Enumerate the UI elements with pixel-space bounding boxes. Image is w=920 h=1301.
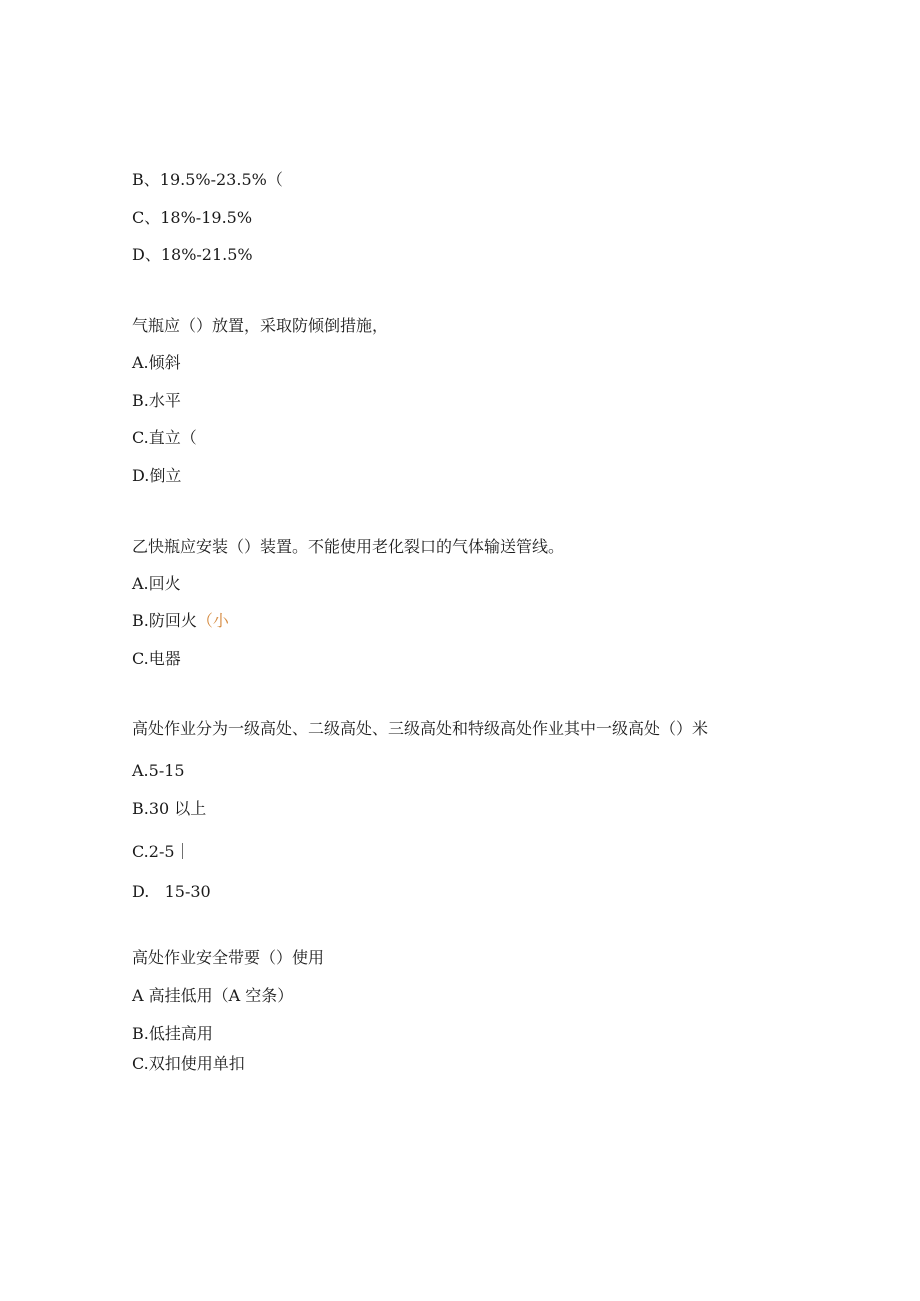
q2-option-b: [132, 611, 229, 631]
q2-option-b-text: B.防回火: [132, 611, 197, 630]
q2-option-c: C.电器: [132, 649, 181, 668]
q4-option-a: A 高挂低用（A 空条）: [132, 986, 294, 1005]
q0-option-b: B、19.5%-23.5%（: [132, 170, 283, 189]
q4-stem: 高处作业安全带要（）使用: [132, 948, 325, 967]
q3-option-b: B.30 以上: [132, 799, 207, 818]
q4-option-c: C.双扣使用单扣: [132, 1054, 245, 1073]
q3-option-c: C.2-5｜: [132, 842, 191, 861]
q3-stem: 高处作业分为一级高处、二级高处、三级高处和特级高处作业其中一级高处（）米: [132, 719, 709, 738]
q1-option-c: C.直立（: [132, 428, 197, 447]
q2-option-a: A.回火: [132, 574, 181, 593]
q1-option-a: A.倾斜: [132, 353, 181, 372]
q2-option-b-mark: （小: [196, 611, 229, 630]
q4-option-b: B.低挂高用: [132, 1024, 213, 1043]
q1-option-d: D.倒立: [132, 466, 182, 485]
q0-option-c: C、18%-19.5%: [132, 208, 253, 227]
q2-stem: 乙快瓶应安装（）装置。不能使用老化裂口的气体输送管线。: [132, 537, 565, 556]
q3-option-d: D. 15-30: [132, 882, 211, 901]
q0-option-d: D、18%-21.5%: [132, 245, 253, 264]
q1-option-b: B.水平: [132, 391, 181, 410]
q1-stem: 气瓶应（）放置，采取防倾倒措施，: [132, 316, 389, 335]
q3-option-a: A.5-15: [132, 761, 185, 780]
